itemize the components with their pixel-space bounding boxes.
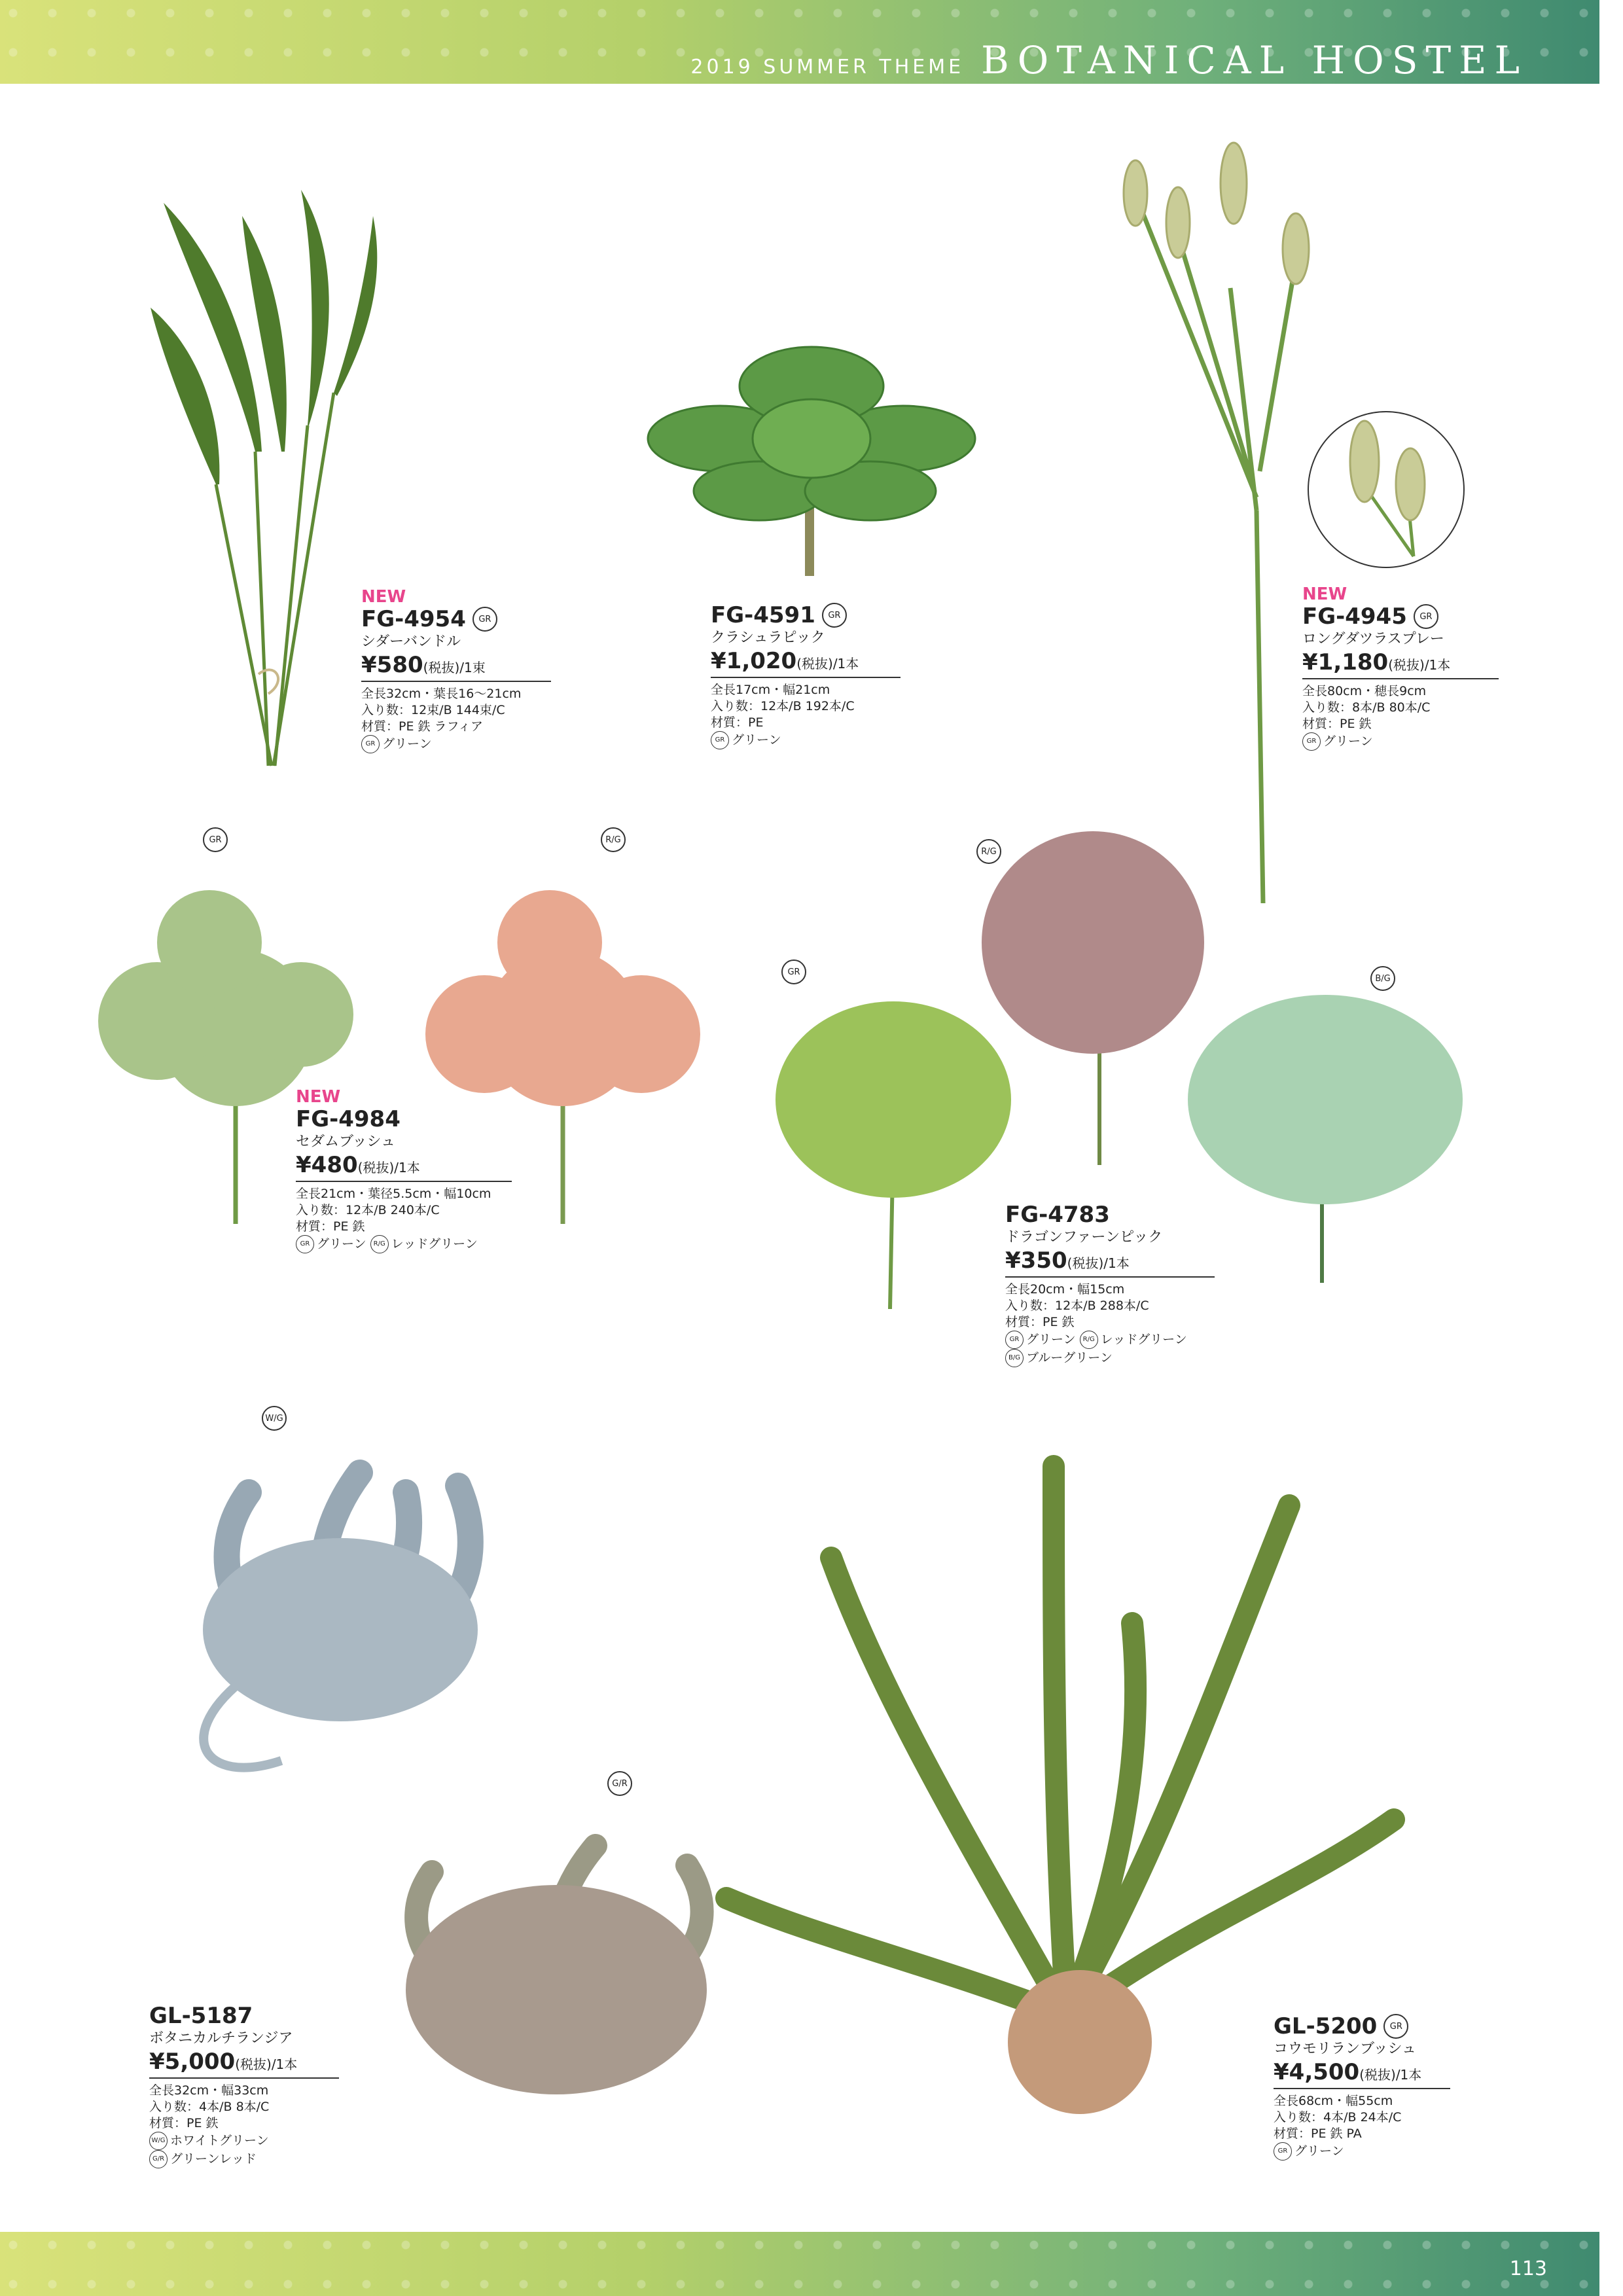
color-option: GR グリーン R/G レッドグリーン [296, 1235, 512, 1253]
product-code: GL-5187 [149, 2003, 253, 2029]
spec-material: 材質：PE 鉄 PA [1274, 2126, 1362, 2141]
unit: /1束 [459, 660, 486, 675]
variant-badge: R/G [601, 827, 626, 852]
product-fg4984 [296, 1088, 512, 1253]
price: ¥350 [1005, 1247, 1067, 1274]
color-badge: GR [1383, 2014, 1408, 2039]
product-fg4945 [1302, 585, 1499, 751]
fg4783-image-red [969, 812, 1204, 1165]
spec-material: 材質：PE 鉄 ラフィア [361, 719, 484, 734]
price: ¥5,000 [149, 2049, 236, 2075]
product-code: FG-4945 [1302, 603, 1407, 630]
spec-size: 全長32cm・葉長16～21cm [361, 687, 522, 701]
unit: /1本 [1103, 1255, 1130, 1271]
price: ¥1,180 [1302, 649, 1389, 675]
theme-label: 2019 SUMMER THEME [690, 56, 965, 79]
product-code: FG-4984 [296, 1106, 401, 1132]
new-label: NEW [296, 1087, 341, 1107]
floral-pattern [0, 2232, 1599, 2296]
tax-note: (税抜) [357, 1160, 395, 1175]
tax-note: (税抜) [235, 2056, 272, 2072]
spec-quantity: 入り数：8本/B 80本/C [1302, 700, 1431, 715]
product-name: セダムブッシュ [296, 1134, 396, 1150]
product-name: ボタニカルチランジア [149, 2030, 293, 2047]
spec-material: 材質：PE 鉄 [1302, 717, 1372, 731]
product-gl5187 [149, 2003, 339, 2168]
tax-note: (税抜) [1067, 1255, 1104, 1271]
fg4954-image [137, 177, 386, 779]
spec-size: 全長17cm・幅21cm [711, 683, 830, 697]
variant-badge: GR [781, 960, 806, 984]
price-row [1302, 649, 1499, 679]
price-row [149, 2049, 339, 2079]
color-badge: GR [822, 603, 847, 628]
spec-size: 全長32cm・幅33cm [149, 2083, 269, 2098]
price-row [1274, 2059, 1450, 2089]
color-option: W/G ホワイトグリーン [149, 2132, 339, 2150]
spec-size: 全長68cm・幅55cm [1274, 2094, 1393, 2108]
product-name: シダーバンドル [361, 634, 461, 650]
unit: /1本 [271, 2056, 298, 2072]
price-row [711, 648, 901, 678]
spec-material: 材質：PE 鉄 [149, 2116, 219, 2130]
price-row [1005, 1247, 1215, 1278]
spec-quantity: 入り数：4本/B 24本/C [1274, 2110, 1402, 2125]
spec-size: 全長80cm・穂長9cm [1302, 684, 1427, 698]
spec-material: 材質：PE 鉄 [1005, 1315, 1075, 1329]
header-band [0, 0, 1599, 84]
product-name: クラシュラピック [711, 630, 825, 646]
price: ¥1,020 [711, 648, 797, 674]
tax-note: (税抜) [1359, 2067, 1396, 2083]
product-fg4591 [711, 602, 901, 749]
gl5187-image-white-green [144, 1394, 550, 1826]
color-badge: GR [1414, 604, 1438, 629]
fg4783-image-blue [1185, 969, 1466, 1283]
price: ¥480 [296, 1152, 358, 1178]
tax-note: (税抜) [796, 656, 833, 672]
variant-badge: G/R [607, 1771, 632, 1796]
color-option: GR グリーン [1274, 2142, 1450, 2161]
detail-image [1309, 412, 1463, 567]
product-name: ドラゴンファーンピック [1005, 1229, 1163, 1246]
unit: /1本 [394, 1160, 420, 1175]
product-code: FG-4783 [1005, 1202, 1110, 1228]
variant-badge: GR [203, 827, 228, 852]
spec-material: 材質：PE 鉄 [296, 1219, 365, 1234]
product-code: FG-4954 [361, 606, 466, 632]
product-code: GL-5200 [1274, 2013, 1378, 2039]
product-name: コウモリランブッシュ [1274, 2041, 1417, 2057]
spec-quantity: 入り数：12本/B 288本/C [1005, 1299, 1149, 1313]
spec-quantity: 入り数：12束/B 144束/C [361, 703, 505, 717]
color-option: GR グリーン R/G レッドグリーン [1005, 1331, 1215, 1349]
price-row [361, 652, 551, 682]
spec-size: 全長21cm・葉径5.5cm・幅10cm [296, 1187, 491, 1201]
color-badge: GR [473, 607, 497, 632]
spec-quantity: 入り数：12本/B 240本/C [296, 1203, 440, 1217]
variant-badge: R/G [976, 839, 1001, 864]
gl5187-image-green-red [347, 1793, 766, 2147]
fg4591-image [648, 327, 975, 576]
spec-quantity: 入り数：4本/B 8本/C [149, 2100, 270, 2114]
new-label: NEW [361, 587, 406, 607]
unit: /1本 [1395, 2067, 1422, 2083]
page-number: 113 [1509, 2257, 1547, 2280]
unit: /1本 [832, 656, 859, 672]
color-option: GR グリーン [1302, 732, 1499, 751]
detail-zoom-circle [1308, 411, 1465, 568]
price: ¥4,500 [1274, 2059, 1360, 2085]
variant-badge: B/G [1370, 966, 1395, 991]
product-code: FG-4591 [711, 602, 815, 628]
spec-size: 全長20cm・幅15cm [1005, 1282, 1125, 1297]
new-label: NEW [1302, 584, 1347, 604]
product-fg4954 [361, 588, 551, 753]
spec-material: 材質：PE [711, 715, 764, 730]
color-option: GR グリーン [361, 735, 551, 753]
variant-badge: W/G [262, 1406, 287, 1431]
brand-logo: BOTANICAL HOSTEL [981, 38, 1527, 82]
header-title [690, 38, 1527, 82]
spec-quantity: 入り数：12本/B 192本/C [711, 699, 855, 713]
tax-note: (税抜) [1388, 657, 1425, 673]
product-gl5200 [1274, 2013, 1450, 2161]
unit: /1本 [1424, 657, 1451, 673]
tax-note: (税抜) [423, 660, 460, 675]
color-option: B/G ブルーグリーン [1005, 1349, 1215, 1367]
product-name: ロングダツラスプレー [1302, 631, 1444, 647]
price: ¥580 [361, 652, 423, 678]
footer-band [0, 2232, 1599, 2296]
price-row [296, 1152, 512, 1182]
product-fg4783 [1005, 1202, 1215, 1367]
color-option: GR グリーン [711, 731, 901, 749]
fg4945-image [1099, 144, 1322, 903]
color-option: G/R グリーンレッド [149, 2150, 339, 2168]
